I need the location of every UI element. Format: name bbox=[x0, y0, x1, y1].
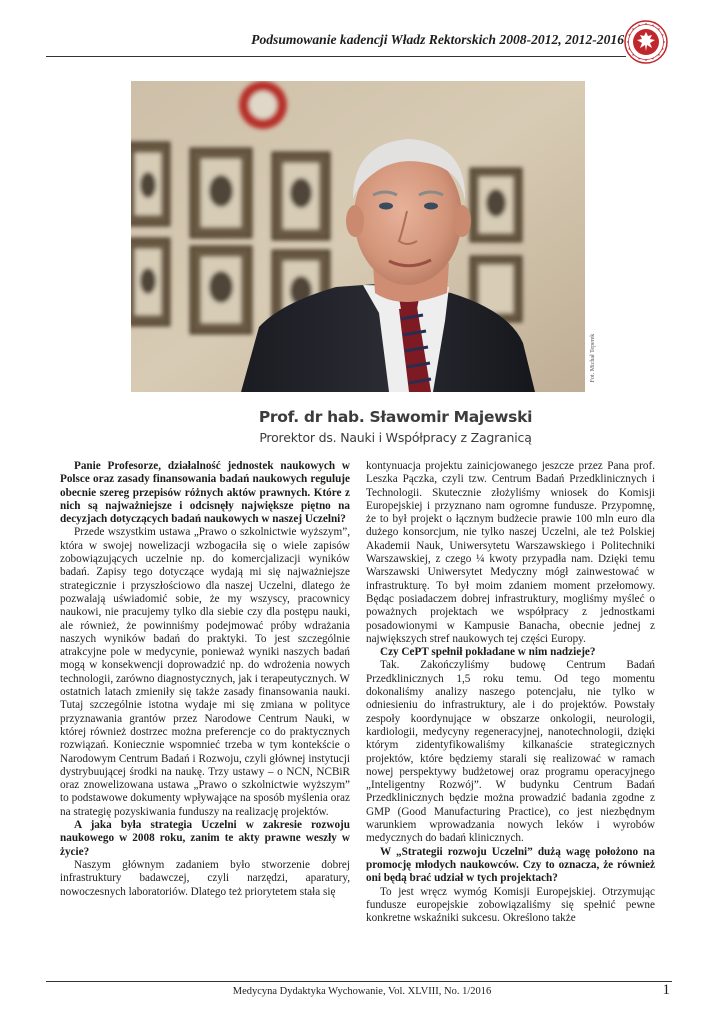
journal-citation: Medycyna Dydaktyka Wychowanie, Vol. XLVIII, No. 1/2016 bbox=[232, 986, 492, 997]
page-number: 1 bbox=[662, 982, 670, 998]
article-column-right bbox=[366, 460, 655, 925]
footer-rule bbox=[46, 981, 672, 982]
question-paragraph: W „Strategii rozwoju Uczelni” dużą wagę położono na promocję młodych naukowców. Czy to oznacza, że również oni będą brać udział w tych projektach? bbox=[366, 845, 655, 885]
person-role: Prorektor ds. Nauki i Współpracy z Zagranicą bbox=[259, 430, 532, 445]
person-name: Prof. dr hab. Sławomir Majewski bbox=[258, 408, 533, 426]
answer-paragraph: To jest wręcz wymóg Komisji Europejskiej. Otrzymując fundusze europejskie zobowiązaliśmy się spełnić pewne konkretne wskaźniki sukcesu. Określono także bbox=[366, 885, 655, 925]
header-rule bbox=[46, 56, 626, 57]
question-paragraph: Czy CePT spełnił pokładane w nim nadzieje? bbox=[380, 646, 596, 659]
portrait-photo bbox=[131, 81, 585, 392]
article-column-left bbox=[60, 460, 350, 899]
answer-paragraph: Naszym głównym zadaniem było stworzenie dobrej infrastruktury badawczej, czyli narzędzi, aparatury, nowoczesnych laboratoriów. Dlatego też priorytetem stała się bbox=[60, 858, 350, 898]
university-seal-icon bbox=[624, 20, 668, 64]
running-header-title: Podsumowanie kadencji Władz Rektorskich 2008-2012, 2012-2016 bbox=[251, 32, 624, 47]
continued-paragraph: kontynuacja projektu zainicjowanego jeszcze przez Pana prof. Leszka Pączka, czyli tzw. Centrum Badań Przedklinicznych i Technologii. Skutecznie złożyliśmy wniosek do Komisji Europejskiej i przyznano nam ogromne fundusze. Przypomnę, że to był projekt o łącznym budżecie prawie 100 mln euro dla dużego konsorcjum, nie tylko naszej Uczelni, ale też Polskiej Akademii Nauk, Uniwersytetu Warszawskiego i Politechniki Warszawskiej, z czego ¼ kwoty przypadła nam. Dzięki temu Warszawski Uniwersytet Medyczny mógł zainwestować w infrastrukturę. To był moim zdaniem moment przełomowy. Będąc posiadaczem dobrej infrastruktury, mogliśmy myśleć o poważnych projektach we współpracy z jednostkami posadowionymi w Kampusie Banacha, obecnie jednej z największych stref naukowych tej części Europy. bbox=[366, 460, 655, 645]
photo-credit: Fot. Michał Teperek bbox=[590, 333, 596, 383]
question-paragraph: Panie Profesorze, działalność jednostek naukowych w Polsce oraz zasady finansowania badań naukowych reguluje obecnie szereg przepisów różnych aktów prawnych. Które z nich są najważniejsze i odcisnęły największe piętno na decyzjach dotyczących badań naukowych w naszej Uczelni? bbox=[60, 460, 350, 526]
question-paragraph: A jaka była strategia Uczelni w zakresie rozwoju naukowego w 2008 roku, zanim te akty prawne weszły w życie? bbox=[60, 819, 350, 858]
answer-paragraph: Przede wszystkim ustawa „Prawo o szkolnictwie wyższym”, która w swojej nowelizacji wzbogaciła się o wiele zapisów zobowiązujących uczelnie np. do komercjalizacji wyników badań. Zapisy tego dotyczące wydają mi się najważniejsze strategicznie i przyszłościowo dla naszej Uczelni, dlatego że pozwalają uświadomić sobie, że my wszyscy, pracownicy naukowi, nie pracujemy tylko dla siebie czy dla postępu nauki, ale również, że powinniśmy podejmować próby wdrażania naszych wyników badań do praktyki. To jest szczególnie atrakcyjne pole w medycynie, ponieważ wyniki naszych badań mogą w konsekwencji doprowadzić np. do wdrożenia nowych technologii, zarówno diagnostycznych, jak i terapeutycznych. W ostatnich latach zmieniły się także zasady finansowania nauki. Tutaj szczególnie istotna wydaje mi się zmiana w polityce przyznawania grantów przez Narodowe Centrum Nauki, w której również dostrzec można preferencje co do praktycznych rozwiązań. Koniecznie wspomnieć trzeba w tym kontekście o Narodowym Centrum Badań i Rozwoju, czyli głównej instytucji dystrybuującej środki na naukę. Trzy ustawy – o NCN, NCBiR oraz znowelizowana ustawa „Prawo o szkolnictwie wyższym” to podstawowe dokumenty wpływające na sposób myślenia oraz na strategię pozyskiwania funduszy na realizację projektów. bbox=[60, 526, 350, 818]
answer-paragraph: Tak. Zakończyliśmy budowę Centrum Badań Przedklinicznych 1,5 roku temu. Od tego momentu dokonaliśmy analizy naszego potencjału, nie tylko w odniesieniu do infrastruktury, ale i do projektów. Powstały zespoły koordynujące w obszarze onkologii, neurologii, kardiologii, medycyny regeneracyjnej, nanotechnologii, dzięki którym zidentyfikowaliśmy kilkanaście strategicznych projektów, które będziemy starali się realizować w ramach nowej perspektywy budżetowej oraz programu operacyjnego „Inteligentny Rozwój”. W budynku Centrum Badań Przedklinicznych będzie można prowadzić badania zgodne z GMP (Good Manufacturing Practice), co jest niezbędnym warunkiem wprowadzania nowych leków i wyrobów medycznych do badań klinicznych. bbox=[366, 659, 655, 845]
